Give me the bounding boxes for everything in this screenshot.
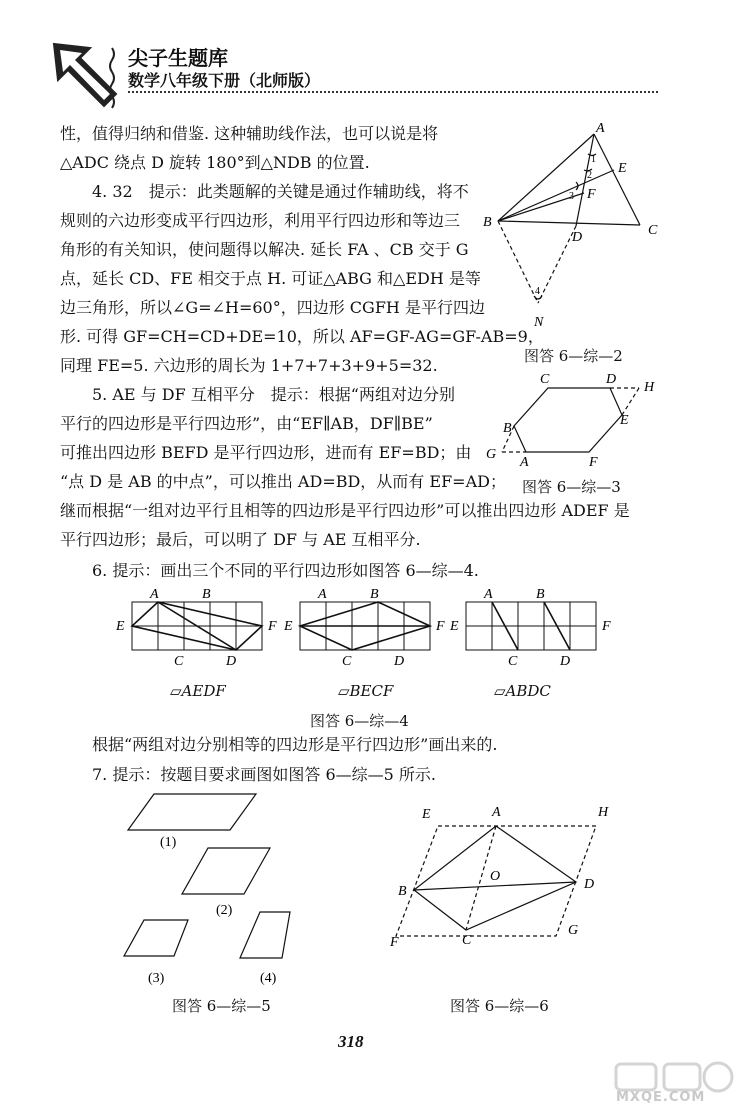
figure-6-4-grid-2 [282, 584, 452, 670]
text-line: 5. AE 与 DF 互相平分 提示：根据“两组对边分别 [92, 385, 455, 404]
text-line: 平行四边形；最后，可以明了 DF 与 AE 互相平分. [60, 530, 421, 549]
point-label-a: A [596, 121, 605, 136]
point-label-b: B [536, 587, 545, 602]
text-line: 根据“两组对边分别相等的四边形是平行四边形”画出来的. [92, 735, 498, 754]
point-label-g: G [486, 447, 497, 462]
text-line: 形. 可得 GF=CH=CD+DE=10，所以 AF=GF-AG=GF-AB=9， [60, 327, 544, 346]
point-label-b: B [398, 884, 407, 899]
point-label-c: C [508, 654, 518, 669]
text-line: 4. 32 提示：此类题解的关键是通过作辅助线，将不 [92, 182, 469, 201]
point-label-c: C [174, 654, 184, 669]
text-line: 边三角形，所以∠G=∠H=60°，四边形 CGFH 是平行四边 [60, 298, 485, 317]
point-label-d: D [560, 654, 571, 669]
figure-caption: 图答 6—综—3 [522, 478, 621, 496]
parallelogram-name: ▱ABDC [494, 682, 551, 700]
point-label-d: D [394, 654, 405, 669]
text-line: 性，值得归纳和借鉴. 这种辅助线作法，也可以说是将 [60, 124, 439, 143]
arrow-logo-icon [50, 40, 122, 112]
point-label-e: E [620, 413, 629, 428]
point-label-f: F [587, 187, 596, 202]
text-line: 7. 提示：按题目要求画图如图答 6—综—5 所示. [92, 765, 436, 784]
point-label-e: E [284, 619, 293, 634]
point-label-f: F [268, 619, 277, 634]
point-label-d: D [226, 654, 237, 669]
page-number: 318 [338, 1032, 364, 1051]
text-line: 同理 FE=5. 六边形的周长为 1+7+7+3+9+5=32. [60, 356, 438, 375]
point-label-d: D [606, 372, 617, 387]
book-subtitle: 数学八年级下册（北师版） [128, 71, 321, 90]
text-line: 继而根据“一组对边平行且相等的四边形是平行四边形”可以推出四边形 ADEF 是 [60, 501, 630, 520]
point-label-o: O [490, 869, 501, 884]
angle-label-2: 2 [587, 170, 592, 181]
figure-caption: 图答 6—综—5 [172, 997, 271, 1015]
point-label-d: D [572, 230, 583, 245]
point-label-f: F [602, 619, 611, 634]
point-label-c: C [648, 223, 658, 238]
text-line: 平行的四边形是平行四边形”，由“EF∥AB，DF∥BE” [60, 414, 433, 433]
header-divider [128, 91, 658, 93]
figure-caption: 图答 6—综—6 [450, 997, 549, 1015]
point-label-c: C [342, 654, 352, 669]
book-title: 尖子生题库 [128, 46, 228, 70]
figure-label: (2) [216, 903, 233, 918]
point-label-a: A [318, 587, 327, 602]
point-label-f: F [589, 455, 598, 470]
angle-label-3: 3 [569, 191, 574, 202]
text-line: 点，延长 CD、FE 相交于点 H. 可证△ABG 和△EDH 是等 [60, 269, 481, 288]
figure-6-6 [386, 800, 626, 960]
text-line: 规则的六边形变成平行四边形，利用平行四边形和等边三 [60, 211, 461, 230]
parallelogram-name: ▱AEDF [170, 682, 226, 700]
point-label-e: E [618, 161, 627, 176]
figure-caption: 图答 6—综—2 [524, 347, 623, 365]
figure-6-5 [110, 790, 330, 990]
text-line: 角形的有关知识，使问题得以解决. 延长 FA 、CB 交于 G [60, 240, 469, 259]
point-label-a: A [150, 587, 159, 602]
parallelogram-name: ▱BECF [338, 682, 394, 700]
point-label-b: B [503, 421, 512, 436]
point-label-n: N [534, 315, 544, 330]
point-label-a: A [492, 805, 501, 820]
point-label-e: E [116, 619, 125, 634]
point-label-f: F [390, 935, 399, 950]
angle-label-4: 4 [535, 286, 540, 297]
figure-label: (3) [148, 971, 165, 986]
watermark-text: MXQE.COM [616, 1090, 706, 1105]
point-label-a: A [520, 455, 529, 470]
point-label-g: G [568, 923, 579, 938]
point-label-c: C [462, 933, 472, 948]
text-line: △ADC 绕点 D 旋转 180°到△NDB 的位置. [60, 153, 370, 172]
point-label-h: H [598, 805, 609, 820]
point-label-b: B [483, 215, 492, 230]
point-label-f: F [436, 619, 445, 634]
angle-label-1: 1 [591, 154, 596, 165]
text-line: “点 D 是 AB 的中点”，可以推出 AD=BD，从而有 EF=AD； [60, 472, 506, 491]
figure-6-2 [480, 118, 680, 338]
point-label-a: A [484, 587, 493, 602]
point-label-e: E [450, 619, 459, 634]
point-label-d: D [584, 877, 595, 892]
point-label-b: B [370, 587, 379, 602]
figure-caption: 图答 6—综—4 [310, 712, 409, 730]
figure-6-3 [484, 368, 664, 468]
point-label-h: H [644, 380, 655, 395]
figure-6-4-grid-1 [114, 584, 284, 670]
figure-label: (1) [160, 835, 177, 850]
point-label-c: C [540, 372, 550, 387]
point-label-b: B [202, 587, 211, 602]
text-line: 6. 提示：画出三个不同的平行四边形如图答 6—综—4. [92, 561, 479, 580]
figure-6-4-grid-3 [448, 584, 618, 670]
point-label-e: E [422, 807, 431, 822]
text-line: 可推出四边形 BEFD 是平行四边形，进而有 EF=BD；由 [60, 443, 472, 462]
figure-label: (4) [260, 971, 277, 986]
